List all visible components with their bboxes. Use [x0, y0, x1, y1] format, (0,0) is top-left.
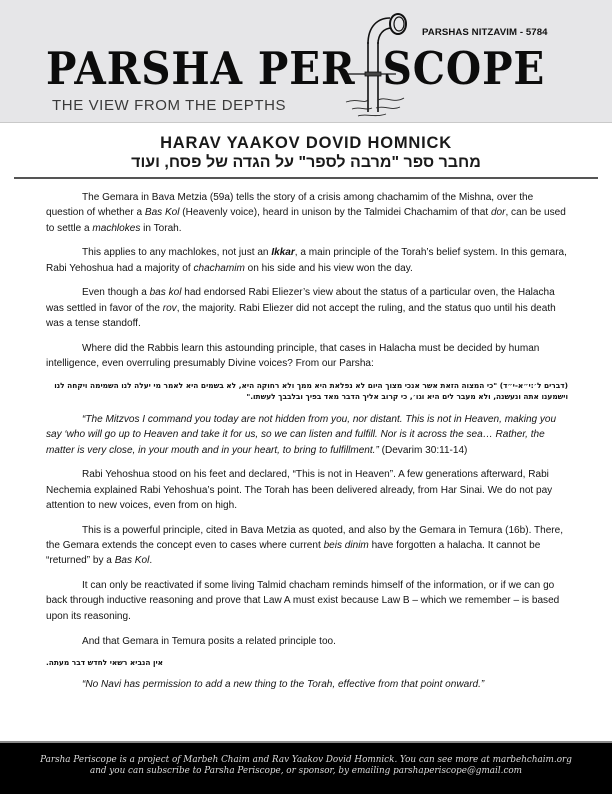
- term-beis-dinim: beis dinim: [323, 540, 369, 552]
- hebrew-principle: אין הנביא רשאי לחדש דבר מעתה.: [46, 658, 164, 668]
- term-bas-kol: Bas Kol: [144, 207, 180, 219]
- paragraph-5-translation: [46, 412, 568, 458]
- author-block: [0, 134, 612, 172]
- footer-line-2: and you can subscribe to Parsha Periscope, or sponsor, by emailing parshaperiscope@gmail.com: [89, 766, 523, 776]
- logo-title-right: SCOPE: [382, 42, 546, 95]
- paragraph-1: [46, 190, 568, 236]
- author-name: HARAV YAAKOV DOVID HOMNICK: [160, 134, 452, 152]
- verse-translation: “The Mitzvos I command you today are not hidden from you, nor distant. This is not in Heaven, making you say ‘who will go up to Heaven and take it for us, so we can listen and fulfill. Nor is it across the sea… Rather, the matter is very close, in your mouth and in your heart, to bring to fulfillment.”: [46, 413, 557, 456]
- text: have forgotten a halacha. It cannot be “returned” by a: [46, 540, 541, 567]
- text: , the majority. Rabi Eliezer did not accept the ruling, and the status quo until his death was a tense standoff.: [46, 302, 556, 330]
- text: This applies to any machlokes, not just an: [82, 247, 272, 259]
- divider-rule: [14, 177, 598, 179]
- footer-text: [0, 755, 612, 777]
- paragraph-7: [46, 523, 568, 569]
- paragraph-8: It can only be reactivated if some living Talmid chacham reminds himself of the information, or if we can go back through inductive reasoning and prove that Law A must exist because Law B – which we remember – is based upon its reasoning.: [46, 580, 560, 622]
- text: .: [149, 555, 153, 567]
- text: Even though a: [82, 287, 150, 299]
- term-bas-kol: Bas Kol: [114, 555, 150, 567]
- text: This is a powerful principle, cited in Bava Metzia as quoted, and also by the Gemara in Temura (16b). There, the Gemara extends the concept even to cases where current: [46, 524, 564, 552]
- term-ikkar: Ikkar: [271, 247, 295, 259]
- paragraph-3: [46, 285, 568, 331]
- masthead: [0, 0, 612, 123]
- text: on his side and his view won the day.: [244, 262, 413, 274]
- text: , can be used to settle a: [46, 207, 566, 234]
- text: The Gemara in Bava Metzia (59a) tells the story of a crisis among chachamim of the Mishna, over the question of whether a: [46, 192, 534, 219]
- text: in Torah.: [140, 222, 182, 234]
- verse-citation: (Devarim 30:11-14): [378, 444, 468, 456]
- term-machlokes: machlokes: [92, 222, 141, 234]
- term-bas-kol: bas kol: [149, 287, 182, 299]
- text: (Heavenly voice), heard in unison by the Talmidei Chachamim of that: [179, 207, 491, 219]
- hebrew-verse-quote: (דברים ל׳:י״א-י״ד) "כי המצוה הזאת אשר אנכי מצוך היום לא נפלאת היא ממך ולא רחוקה היא, לא בשמים היא לאמר מי יעלה לנו השמימה ויקחה לנו וישמענו אתה ונעשנה, ולא מעבר לים היא וגו׳, כי קרוב אליך הדבר מאד בפיך ובלבבך לעשתו.": [54, 380, 568, 401]
- principle-translation: “No Navi has permission to add a new thing to the Torah, effective from that point onward.”: [82, 679, 485, 691]
- text: had endorsed Rabi Eliezer’s view about the status of a particular oven, the Halacha was settled in favor of the: [46, 287, 555, 314]
- term-chachamim: chachamim: [193, 262, 245, 274]
- text: , a main principle of the Torah’s belief system. In this gemara, Rabi Yehoshua had a majority of: [46, 247, 567, 274]
- term-rov: rov: [162, 302, 177, 314]
- article-body: [46, 190, 568, 702]
- author-hebrew-subtitle: מחבר ספר "מרבה לספר" על הגדה של פסח, ועוד: [131, 154, 481, 171]
- logo-title: [46, 44, 545, 94]
- footer-line-1: Parsha Periscope is a project of Marbeh Chaim and Rav Yaakov Dovid Homnick. You can see more at marbehchaim.org: [40, 755, 572, 765]
- periscope-icon: [338, 12, 428, 124]
- paragraph-10: [46, 677, 568, 692]
- term-dor: dor: [490, 207, 506, 219]
- issue-label: PARSHAS NITZAVIM - 5784: [422, 27, 548, 38]
- paragraph-9: And that Gemara in Temura posits a related principle too.: [82, 635, 336, 647]
- paragraph-6: Rabi Yehoshua stood on his feet and declared, “This is not in Heaven”. A few generations afterward, Rabi Nechemia explained Rabi Yehoshua’s point. The Torah has been delivered already, from Har Sinai. We do not pay attention to new voices, even from on high.: [46, 469, 553, 511]
- footer: [0, 741, 612, 794]
- logo-title-left: PARSHA PER: [46, 42, 356, 95]
- tagline: THE VIEW FROM THE DEPTHS: [52, 97, 287, 114]
- paragraph-2: [46, 245, 568, 276]
- paragraph-4: Where did the Rabbis learn this astounding principle, that cases in Halacha must be decided by human intelligence, even overruling presumably Divine voices? From our Parsha:: [46, 342, 540, 370]
